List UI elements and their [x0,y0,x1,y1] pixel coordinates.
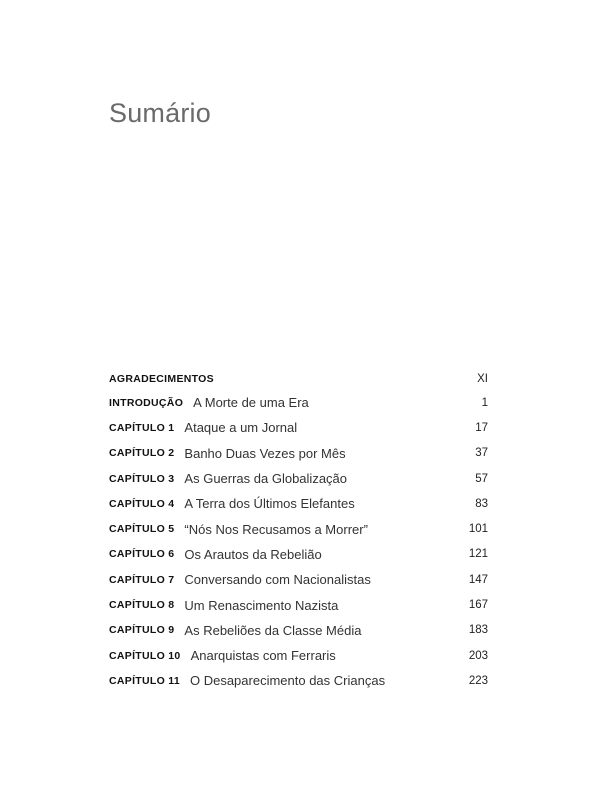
toc-entry-label: CAPÍTULO 10 [109,649,181,662]
toc-entry-chapter-11 [109,668,488,693]
toc-entry-page-number: 203 [468,649,488,662]
toc-entry-page-number: 57 [475,472,488,485]
toc-entry-introduction [109,390,488,415]
toc-entry-chapter-9 [109,618,488,643]
toc-entry-page-number: 1 [481,396,488,409]
toc-entry-page-number: 101 [468,523,488,536]
toc-entry-label: CAPÍTULO 11 [109,674,180,687]
toc-entry-label: CAPÍTULO 2 [109,447,175,460]
toc-entry-page-number: 37 [475,447,488,460]
toc-entry-page-number: 83 [475,497,488,510]
toc-entry-label: CAPÍTULO 1 [109,421,175,434]
toc-entry-title: Anarquistas com Ferraris [190,648,336,664]
toc-entry-page-number: 17 [475,421,488,434]
toc-entry-acknowledgements [109,368,488,390]
toc-entry-chapter-4 [109,491,488,516]
toc-entry-title: Ataque a um Jornal [184,420,298,436]
toc-entry-chapter-8 [109,592,488,617]
toc-entry-page-number: 147 [468,573,488,586]
toc-entry-title: A Terra dos Últimos Elefantes [184,496,355,512]
toc-entry-label: CAPÍTULO 9 [109,624,175,637]
toc-entry-chapter-2 [109,441,488,466]
toc-entry-label: AGRADECIMENTOS [109,373,214,385]
toc-entry-page-number: 183 [468,624,488,637]
toc-entry-page-number: 223 [468,674,488,687]
toc-entry-chapter-10 [109,643,488,668]
page-title: Sumário [109,98,211,128]
toc-entry-label: CAPÍTULO 4 [109,497,175,510]
toc-entry-title: A Morte de uma Era [193,395,309,411]
toc-entry-page-number: 167 [468,599,488,612]
toc-entry-page-number: XI [477,373,488,385]
toc-entry-label: CAPÍTULO 7 [109,573,175,586]
toc-entry-title: As Rebeliões da Classe Média [184,622,362,638]
toc-entry-title: O Desaparecimento das Crianças [189,673,386,689]
table-of-contents [109,368,488,694]
toc-entry-page-number: 121 [468,548,488,561]
toc-entry-chapter-3 [109,466,488,491]
toc-entry-title: As Guerras da Globalização [184,471,348,487]
toc-entry-label: CAPÍTULO 6 [109,548,175,561]
toc-entry-chapter-5 [109,516,488,541]
toc-entry-label: CAPÍTULO 5 [109,523,175,536]
toc-entry-title: Os Arautos da Rebelião [184,546,322,562]
toc-entry-title: Conversando com Nacionalistas [184,572,371,588]
toc-entry-chapter-6 [109,542,488,567]
toc-entry-label: CAPÍTULO 8 [109,599,175,612]
toc-entry-title: “Nós Nos Recusamos a Morrer” [184,521,368,537]
toc-entry-chapter-1 [109,415,488,440]
toc-entry-label: INTRODUÇÃO [109,396,184,409]
toc-entry-label: CAPÍTULO 3 [109,472,175,485]
toc-entry-chapter-7 [109,567,488,592]
toc-entry-title: Um Renascimento Nazista [184,597,339,613]
toc-entry-title: Banho Duas Vezes por Mês [184,445,346,461]
